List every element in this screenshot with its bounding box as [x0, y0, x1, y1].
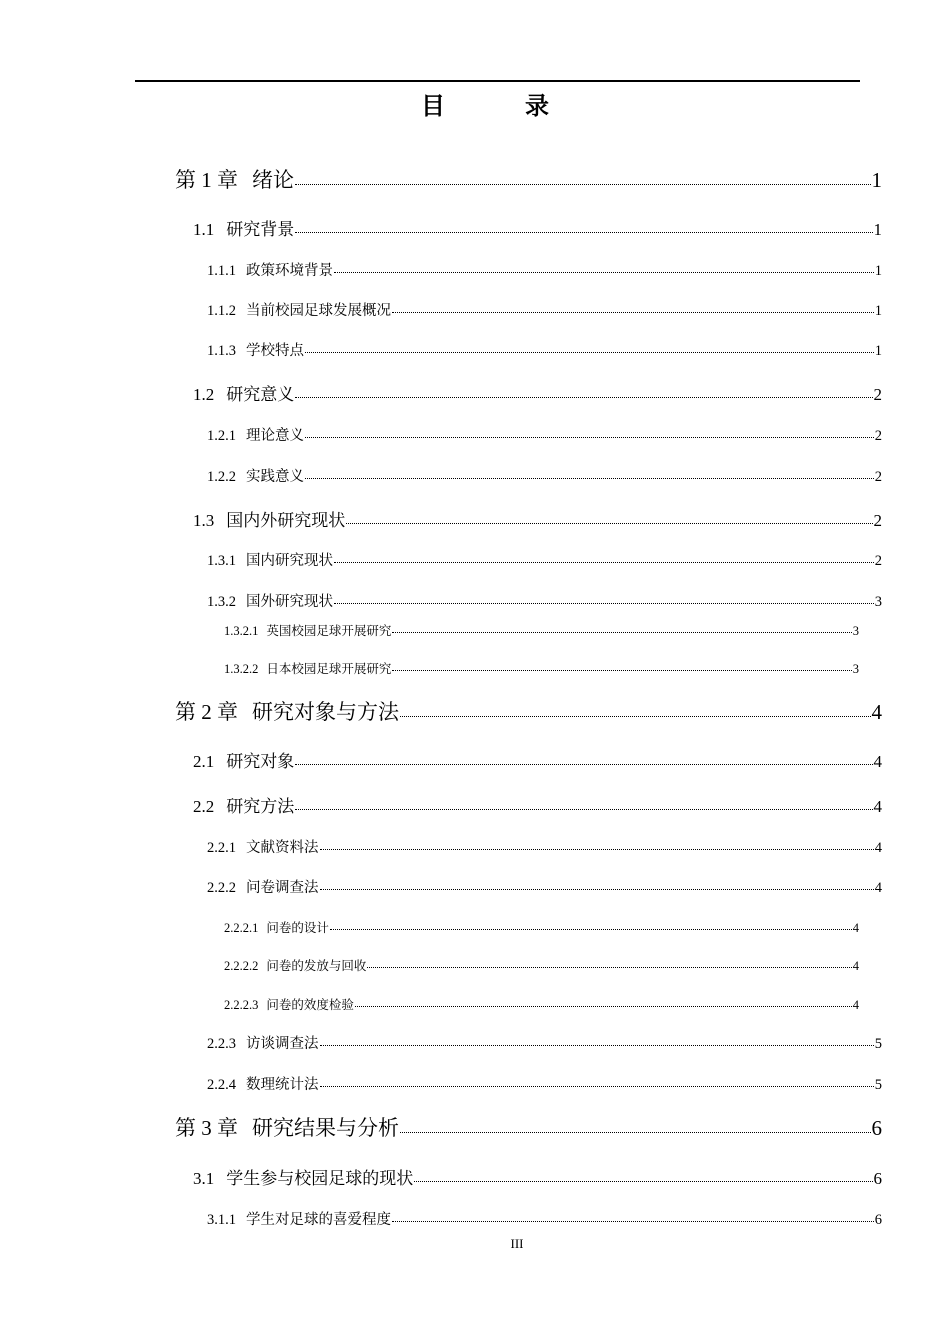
toc-entry-1-2-2[interactable]: 1.2.2 实践意义 2	[207, 469, 882, 485]
toc-entry-1-3-2-2[interactable]: 1.3.2.2 日本校园足球开展研究 3	[224, 662, 859, 676]
dot-leader	[392, 669, 851, 671]
dot-leader	[355, 1005, 852, 1007]
toc-entry-1-2[interactable]: 1.2 研究意义 2	[193, 385, 882, 404]
page-number: 1	[874, 303, 882, 319]
dot-leader	[320, 1044, 874, 1046]
dot-leader	[305, 477, 874, 479]
page-number: 2	[874, 553, 882, 569]
dot-leader	[295, 808, 872, 810]
toc-entry-2-1[interactable]: 2.1 研究对象 4	[193, 752, 882, 771]
toc-entry-2-2-1[interactable]: 2.2.1 文献资料法 4	[207, 840, 882, 856]
dot-leader	[392, 631, 851, 633]
toc-entry-2-2-4[interactable]: 2.2.4 数理统计法 5	[207, 1077, 882, 1093]
dot-leader	[334, 561, 874, 563]
toc-entry-chapter-1[interactable]: 第 1 章 绪论 1	[175, 168, 882, 192]
toc-entry-1-1-2[interactable]: 1.1.2 当前校园足球发展概况 1	[207, 303, 882, 319]
page-number: 3	[852, 624, 859, 638]
toc-entry-2-2-2-1[interactable]: 2.2.2.1 问卷的设计 4	[224, 921, 859, 935]
page-number: 1	[871, 168, 882, 192]
page-number: 4	[852, 998, 859, 1012]
toc-entry-1-3-2-1[interactable]: 1.3.2.1 英国校园足球开展研究 3	[224, 624, 859, 638]
page-number: 2	[873, 385, 882, 404]
page-number: 4	[852, 921, 859, 935]
dot-leader	[392, 1220, 874, 1222]
page-number: 6	[871, 1116, 882, 1140]
page-number: 3	[874, 594, 882, 610]
toc-entry-2-2-2[interactable]: 2.2.2 问卷调查法 4	[207, 880, 882, 896]
page-number: 4	[852, 959, 859, 973]
page-number: 6	[874, 1212, 882, 1228]
page-number: 4	[873, 752, 882, 771]
toc-entry-1-1[interactable]: 1.1 研究背景 1	[193, 220, 882, 239]
toc-entry-1-2-1[interactable]: 1.2.1 理论意义 2	[207, 428, 882, 444]
page-number: 1	[874, 263, 882, 279]
page-number: 4	[874, 880, 882, 896]
dot-leader	[334, 271, 874, 273]
dot-leader	[392, 311, 874, 313]
page-number: 4	[871, 700, 882, 724]
page-number: 2	[874, 469, 882, 485]
dot-leader	[414, 1180, 872, 1182]
page-number: 6	[873, 1169, 882, 1188]
toc-entry-1-3-1[interactable]: 1.3.1 国内研究现状 2	[207, 553, 882, 569]
toc-entry-3-1-1[interactable]: 3.1.1 学生对足球的喜爱程度 6	[207, 1212, 882, 1228]
dot-leader	[295, 231, 872, 233]
page-number: 4	[874, 840, 882, 856]
dot-leader	[330, 928, 852, 930]
toc-entry-2-2-2-2[interactable]: 2.2.2.2 问卷的发放与回收 4	[224, 959, 859, 973]
page-number: 5	[874, 1036, 882, 1052]
dot-leader	[400, 1131, 871, 1133]
dot-leader	[295, 396, 872, 398]
toc-entry-chapter-2[interactable]: 第 2 章 研究对象与方法 4	[175, 700, 882, 724]
dot-leader	[320, 1085, 874, 1087]
dot-leader	[367, 966, 851, 968]
dot-leader	[400, 715, 871, 717]
dot-leader	[334, 602, 874, 604]
dot-leader	[346, 522, 872, 524]
page-number: 1	[874, 343, 882, 359]
toc-entry-1-3-2[interactable]: 1.3.2 国外研究现状 3	[207, 594, 882, 610]
dot-leader	[295, 183, 871, 185]
dot-leader	[305, 436, 874, 438]
dot-leader	[305, 351, 874, 353]
page-number: 4	[873, 797, 882, 816]
header-rule	[135, 80, 860, 82]
toc-entry-1-1-1[interactable]: 1.1.1 政策环境背景 1	[207, 263, 882, 279]
page-number: 1	[873, 220, 882, 239]
toc-entry-2-2[interactable]: 2.2 研究方法 4	[193, 797, 882, 816]
footer-page-number: III	[510, 1236, 524, 1251]
toc-entry-chapter-3[interactable]: 第 3 章 研究结果与分析 6	[175, 1116, 882, 1140]
dot-leader	[295, 763, 872, 765]
dot-leader	[320, 888, 874, 890]
toc-entry-1-3[interactable]: 1.3 国内外研究现状 2	[193, 511, 882, 530]
toc-entry-2-2-3[interactable]: 2.2.3 访谈调查法 5	[207, 1036, 882, 1052]
toc-title: 目 录	[421, 94, 577, 120]
dot-leader	[320, 848, 874, 850]
page-number: 5	[874, 1077, 882, 1093]
page-number: 3	[852, 662, 859, 676]
page-number: 2	[874, 428, 882, 444]
toc-entry-2-2-2-3[interactable]: 2.2.2.3 问卷的效度检验 4	[224, 998, 859, 1012]
toc-entry-1-1-3[interactable]: 1.1.3 学校特点 1	[207, 343, 882, 359]
page-number: 2	[873, 511, 882, 530]
toc-entry-3-1[interactable]: 3.1 学生参与校园足球的现状 6	[193, 1169, 882, 1188]
